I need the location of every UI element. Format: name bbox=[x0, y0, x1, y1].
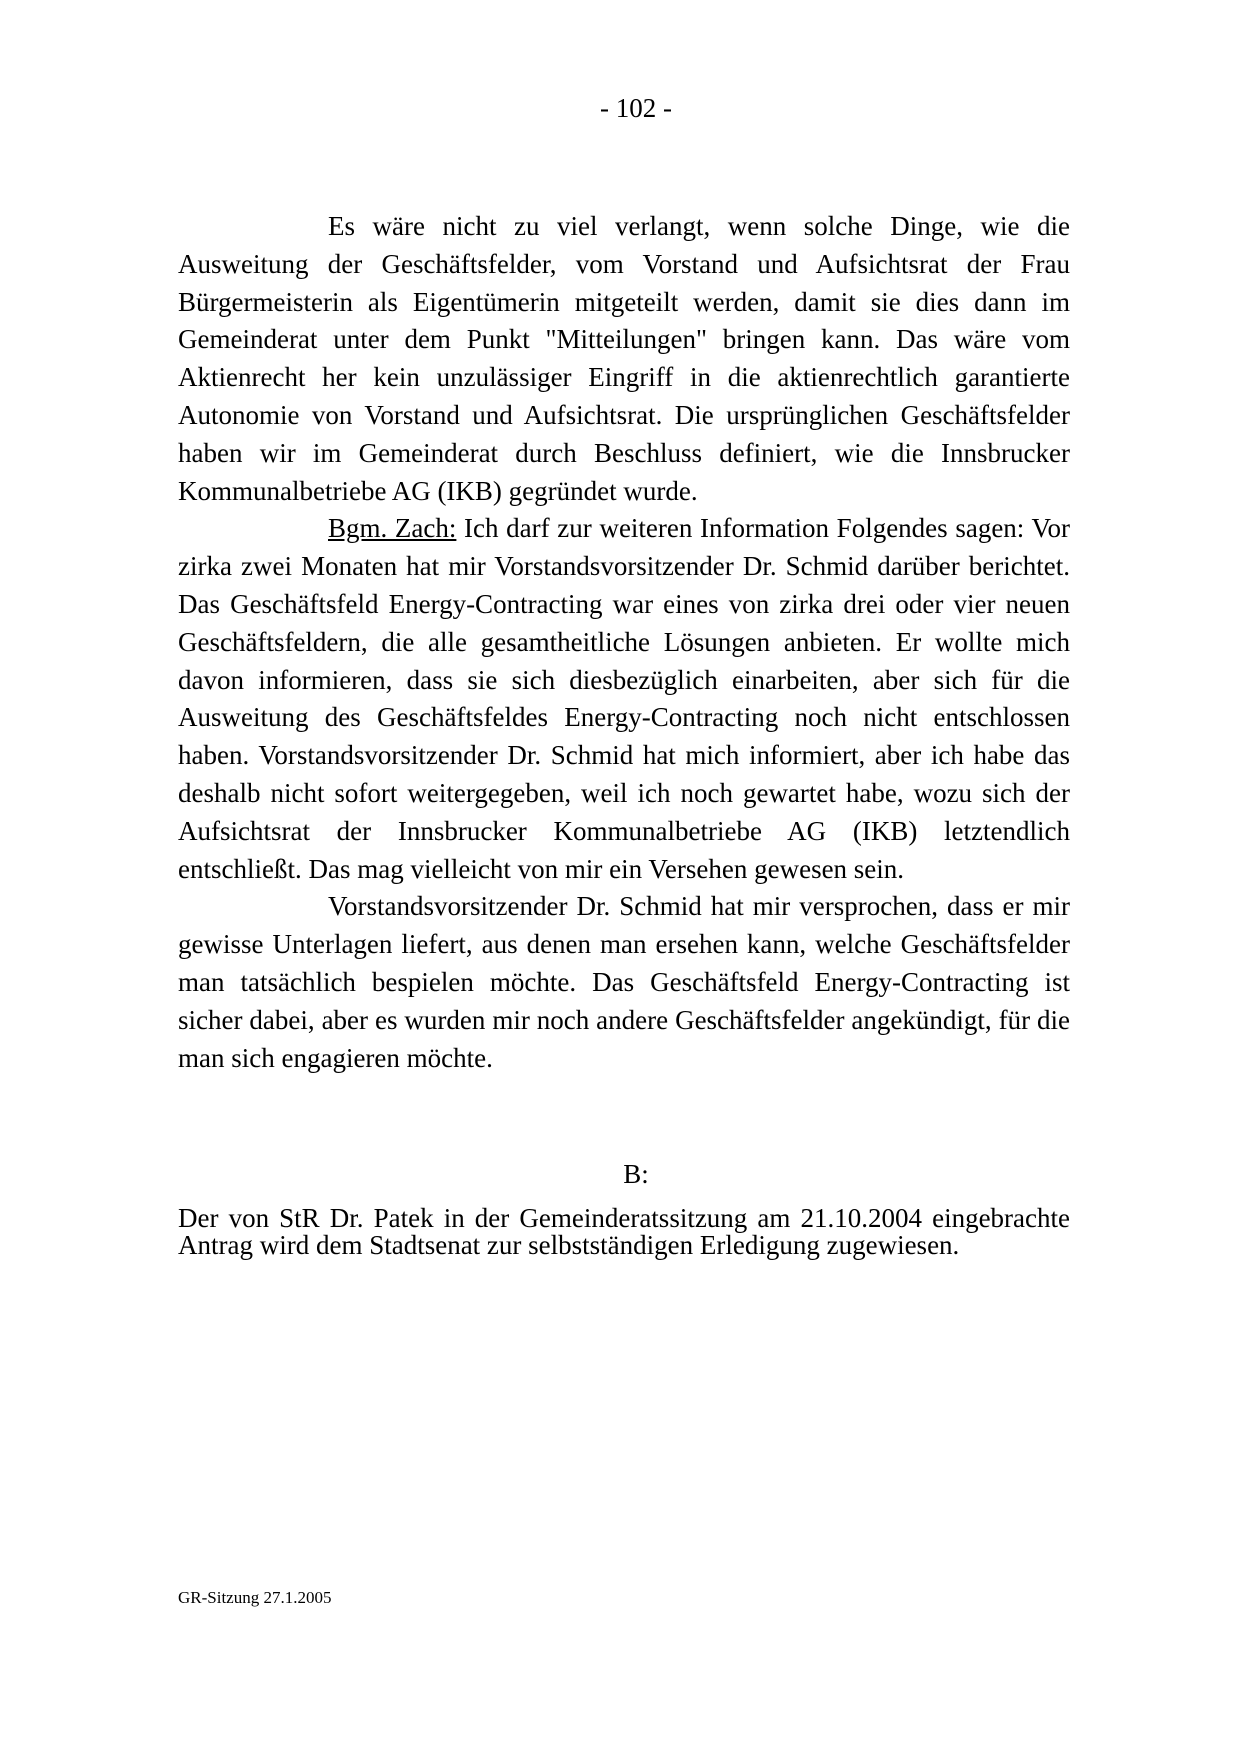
page-number: - 102 - bbox=[600, 93, 672, 123]
paragraph bbox=[178, 510, 1070, 888]
paragraph bbox=[178, 208, 1070, 510]
main-text bbox=[178, 208, 1070, 1077]
paragraph bbox=[178, 888, 1070, 1077]
speaker-name: Bgm. Zach: bbox=[328, 513, 457, 544]
paragraph-text: Es wäre nicht zu viel verlangt, wenn solche Dinge, wie die Ausweitung der Geschäftsfelder, vom Vorstand und Aufsichtsrat der Frau Bürgermeisterin als Eigentümerin mitgeteilt werden, damit sie dies dann im Gemeinderat unter dem Punkt "Mitteilungen" bringen kann. Das wäre vom Aktienrecht her kein unzulässiger Eingriff in die aktienrechtlich garantierte Autonomie von Vorstand und Aufsichtsrat. Die ursprünglichen Geschäftsfelder haben wir im Gemeinderat durch Beschluss definiert, wie die Innsbrucker Kommunalbetriebe AG (IKB) gegründet wurde. bbox=[178, 211, 1070, 506]
paragraph-text: Vorstandsvorsitzender Dr. Schmid hat mir versprochen, dass er mir gewisse Unterlagen liefert, aus denen man ersehen kann, welche Geschäftsfelder man tatsächlich bespielen möchte. Das Geschäftsfeld Energy-Contracting ist sicher dabei, aber es wurden mir noch andere Geschäftsfelder angekündigt, für die man sich engagieren möchte. bbox=[178, 891, 1070, 1073]
decision-text: Der von StR Dr. Patek in der Gemeinderatssitzung am 21.10.2004 eingebrachte Antrag wird dem Stadtsenat zur selbstständigen Erledigung zugewiesen. bbox=[178, 1203, 1070, 1260]
section-heading: B: bbox=[623, 1159, 649, 1189]
paragraph-text: Ich darf zur weiteren Information Folgendes sagen: Vor zirka zwei Monaten hat mir Vorstandsvorsitzender Dr. Schmid darüber berichtet. Das Geschäftsfeld Energy-Contracting war eines von zirka drei oder vier neuen Geschäftsfeldern, die alle gesamtheitliche Lösungen anbieten. Er wollte mich davon informieren, dass sie sich diesbezüglich einarbeiten, aber sich für die Ausweitung des Geschäftsfeldes Energy-Contracting noch nicht entschlossen haben. Vorstandsvorsitzender Dr. Schmid hat mich informiert, aber ich habe das deshalb nicht sofort weitergegeben, weil ich noch gewartet habe, wozu sich der Aufsichtsrat der Innsbrucker Kommunalbetriebe AG (IKB) letztendlich entschließt. Das mag vielleicht von mir ein Versehen gewesen sein. bbox=[178, 513, 1070, 884]
footer: GR-Sitzung 27.1.2005 bbox=[178, 1588, 332, 1607]
